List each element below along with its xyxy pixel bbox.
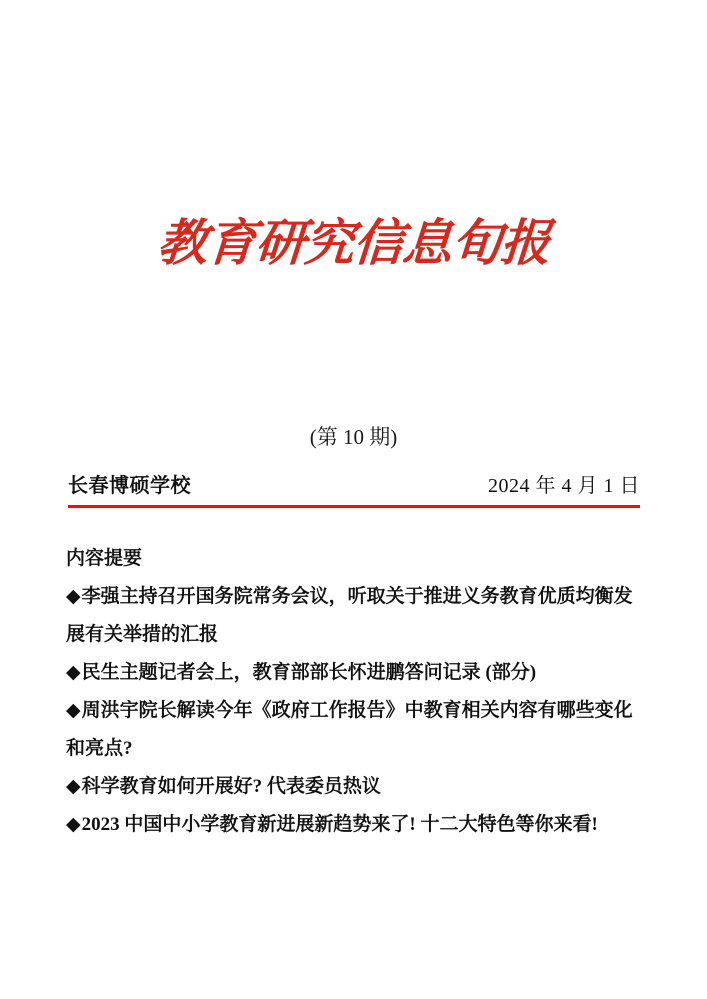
summary-item-text: 李强主持召开国务院常务会议，听取关于推进义务教育优质均衡发展有关举措的汇报 <box>66 586 633 645</box>
summary-list <box>66 578 644 844</box>
diamond-bullet-icon: ◆ <box>66 662 81 683</box>
issue-number-label: (第 10 期) <box>309 425 398 449</box>
diamond-bullet-icon: ◆ <box>66 814 81 835</box>
red-divider-rule <box>68 505 640 508</box>
newsletter-masthead-title: 教育研究信息旬报 <box>155 215 552 271</box>
issue-date: 2024 年 4 月 1 日 <box>488 475 640 497</box>
summary-section <box>66 540 644 844</box>
diamond-bullet-icon: ◆ <box>66 700 81 721</box>
summary-item <box>66 806 644 844</box>
summary-item <box>66 578 644 654</box>
diamond-bullet-icon: ◆ <box>66 586 81 607</box>
summary-item-text: 民生主题记者会上，教育部部长怀进鹏答问记录 (部分) <box>81 662 537 683</box>
header-row <box>68 472 640 500</box>
summary-item-text: 周洪宇院长解读今年《政府工作报告》中教育相关内容有哪些变化和亮点? <box>66 700 633 759</box>
diamond-bullet-icon: ◆ <box>66 776 81 797</box>
summary-item-text: 2023 中国中小学教育新进展新趋势来了! 十二大特色等你来看! <box>81 814 598 835</box>
school-name: 长春博硕学校 <box>68 475 191 497</box>
summary-item <box>66 768 644 806</box>
summary-item <box>66 654 644 692</box>
summary-item <box>66 692 644 768</box>
summary-item-text: 科学教育如何开展好? 代表委员热议 <box>81 776 381 797</box>
summary-heading: 内容提要 <box>66 548 143 569</box>
